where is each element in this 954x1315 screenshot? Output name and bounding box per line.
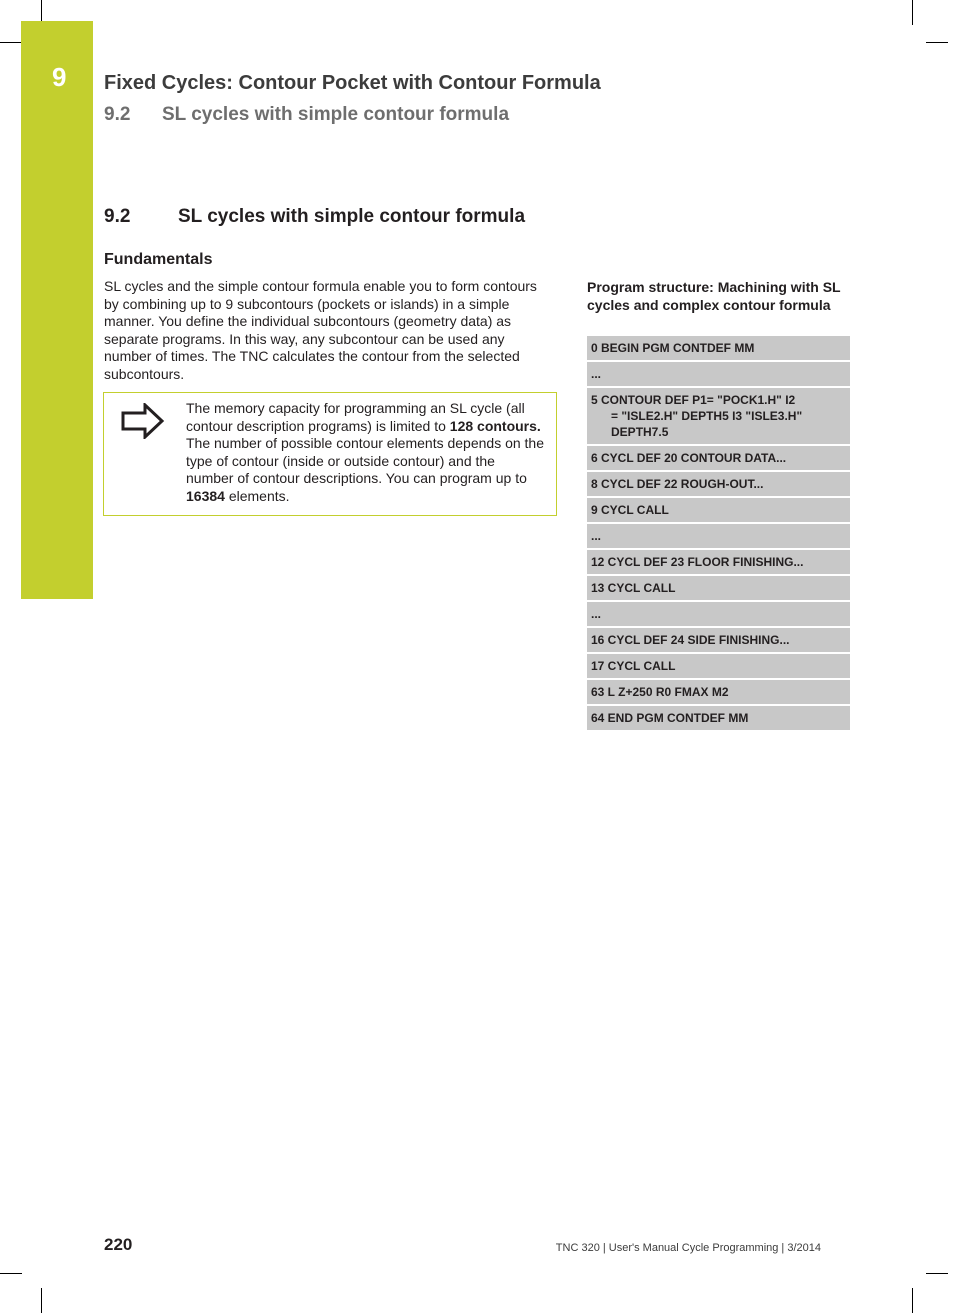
crop-mark <box>0 1273 22 1274</box>
chapter-tab <box>21 21 93 599</box>
running-header-title: Fixed Cycles: Contour Pocket with Contour Formula <box>104 72 601 94</box>
subsection-heading: Fundamentals <box>104 251 213 268</box>
note-box <box>103 392 557 516</box>
page-number: 220 <box>104 1235 133 1254</box>
note-text-part: The memory capacity for programming an SL cycle (all contour description programs) is limited to <box>186 400 525 434</box>
program-structure-title: Program structure: Machining with SL cycles and complex contour formula <box>587 279 841 313</box>
note-text-part: elements. <box>224 487 290 504</box>
crop-mark <box>912 0 913 25</box>
program-row: ... <box>587 362 850 386</box>
arrow-right-icon <box>121 403 165 439</box>
crop-mark <box>0 42 22 43</box>
program-row: 5 CONTOUR DEF P1= "POCK1.H" I2 = "ISLE2.H" DEPTH5 I3 "ISLE3.H" DEPTH7.5 <box>587 388 850 444</box>
section-heading <box>104 206 525 228</box>
program-structure-table <box>587 336 850 732</box>
running-header-section-title: SL cycles with simple contour formula <box>162 104 510 125</box>
program-row: 0 BEGIN PGM CONTDEF MM <box>587 336 850 360</box>
program-row: 8 CYCL DEF 22 ROUGH-OUT... <box>587 472 850 496</box>
program-row: ... <box>587 602 850 626</box>
note-emphasis: 128 contours. <box>449 417 541 434</box>
program-row: 9 CYCL CALL <box>587 498 850 522</box>
crop-mark <box>926 1273 948 1274</box>
program-row: 12 CYCL DEF 23 FLOOR FINISHING... <box>587 550 850 574</box>
program-row: 16 CYCL DEF 24 SIDE FINISHING... <box>587 628 850 652</box>
running-header-section <box>104 104 509 126</box>
intro-paragraph: SL cycles and the simple contour formula enable you to form contours by combining up to 9 subcontours (pockets or islands) in a simple manner. You define the individual subcontours (geometry data) as separate programs. In this way, any subcontour can be used any number of times. The TNC calculates the contour from the selected subcontours. <box>104 278 537 382</box>
footer-text: TNC 320 | User's Manual Cycle Programming | 3/2014 <box>555 1242 821 1254</box>
crop-mark <box>41 1288 42 1313</box>
program-row: ... <box>587 524 850 548</box>
crop-mark <box>912 1288 913 1313</box>
program-row: 6 CYCL DEF 20 CONTOUR DATA... <box>587 446 850 470</box>
program-row: 63 L Z+250 R0 FMAX M2 <box>587 680 850 704</box>
chapter-number: 9 <box>52 62 67 92</box>
program-row: 64 END PGM CONTDEF MM <box>587 706 850 730</box>
section-title: SL cycles with simple contour formula <box>178 206 526 227</box>
program-row: 17 CYCL CALL <box>587 654 850 678</box>
note-text <box>186 400 544 506</box>
note-text-part: The number of possible contour elements depends on the type of contour (inside or outside contour) and the number of contour descriptions. You can program up to <box>186 435 545 487</box>
note-emphasis: 16384 <box>186 487 225 504</box>
section-number: 9.2 <box>104 206 131 227</box>
crop-mark <box>926 42 948 43</box>
running-header-section-number: 9.2 <box>104 104 131 125</box>
program-row: 13 CYCL CALL <box>587 576 850 600</box>
